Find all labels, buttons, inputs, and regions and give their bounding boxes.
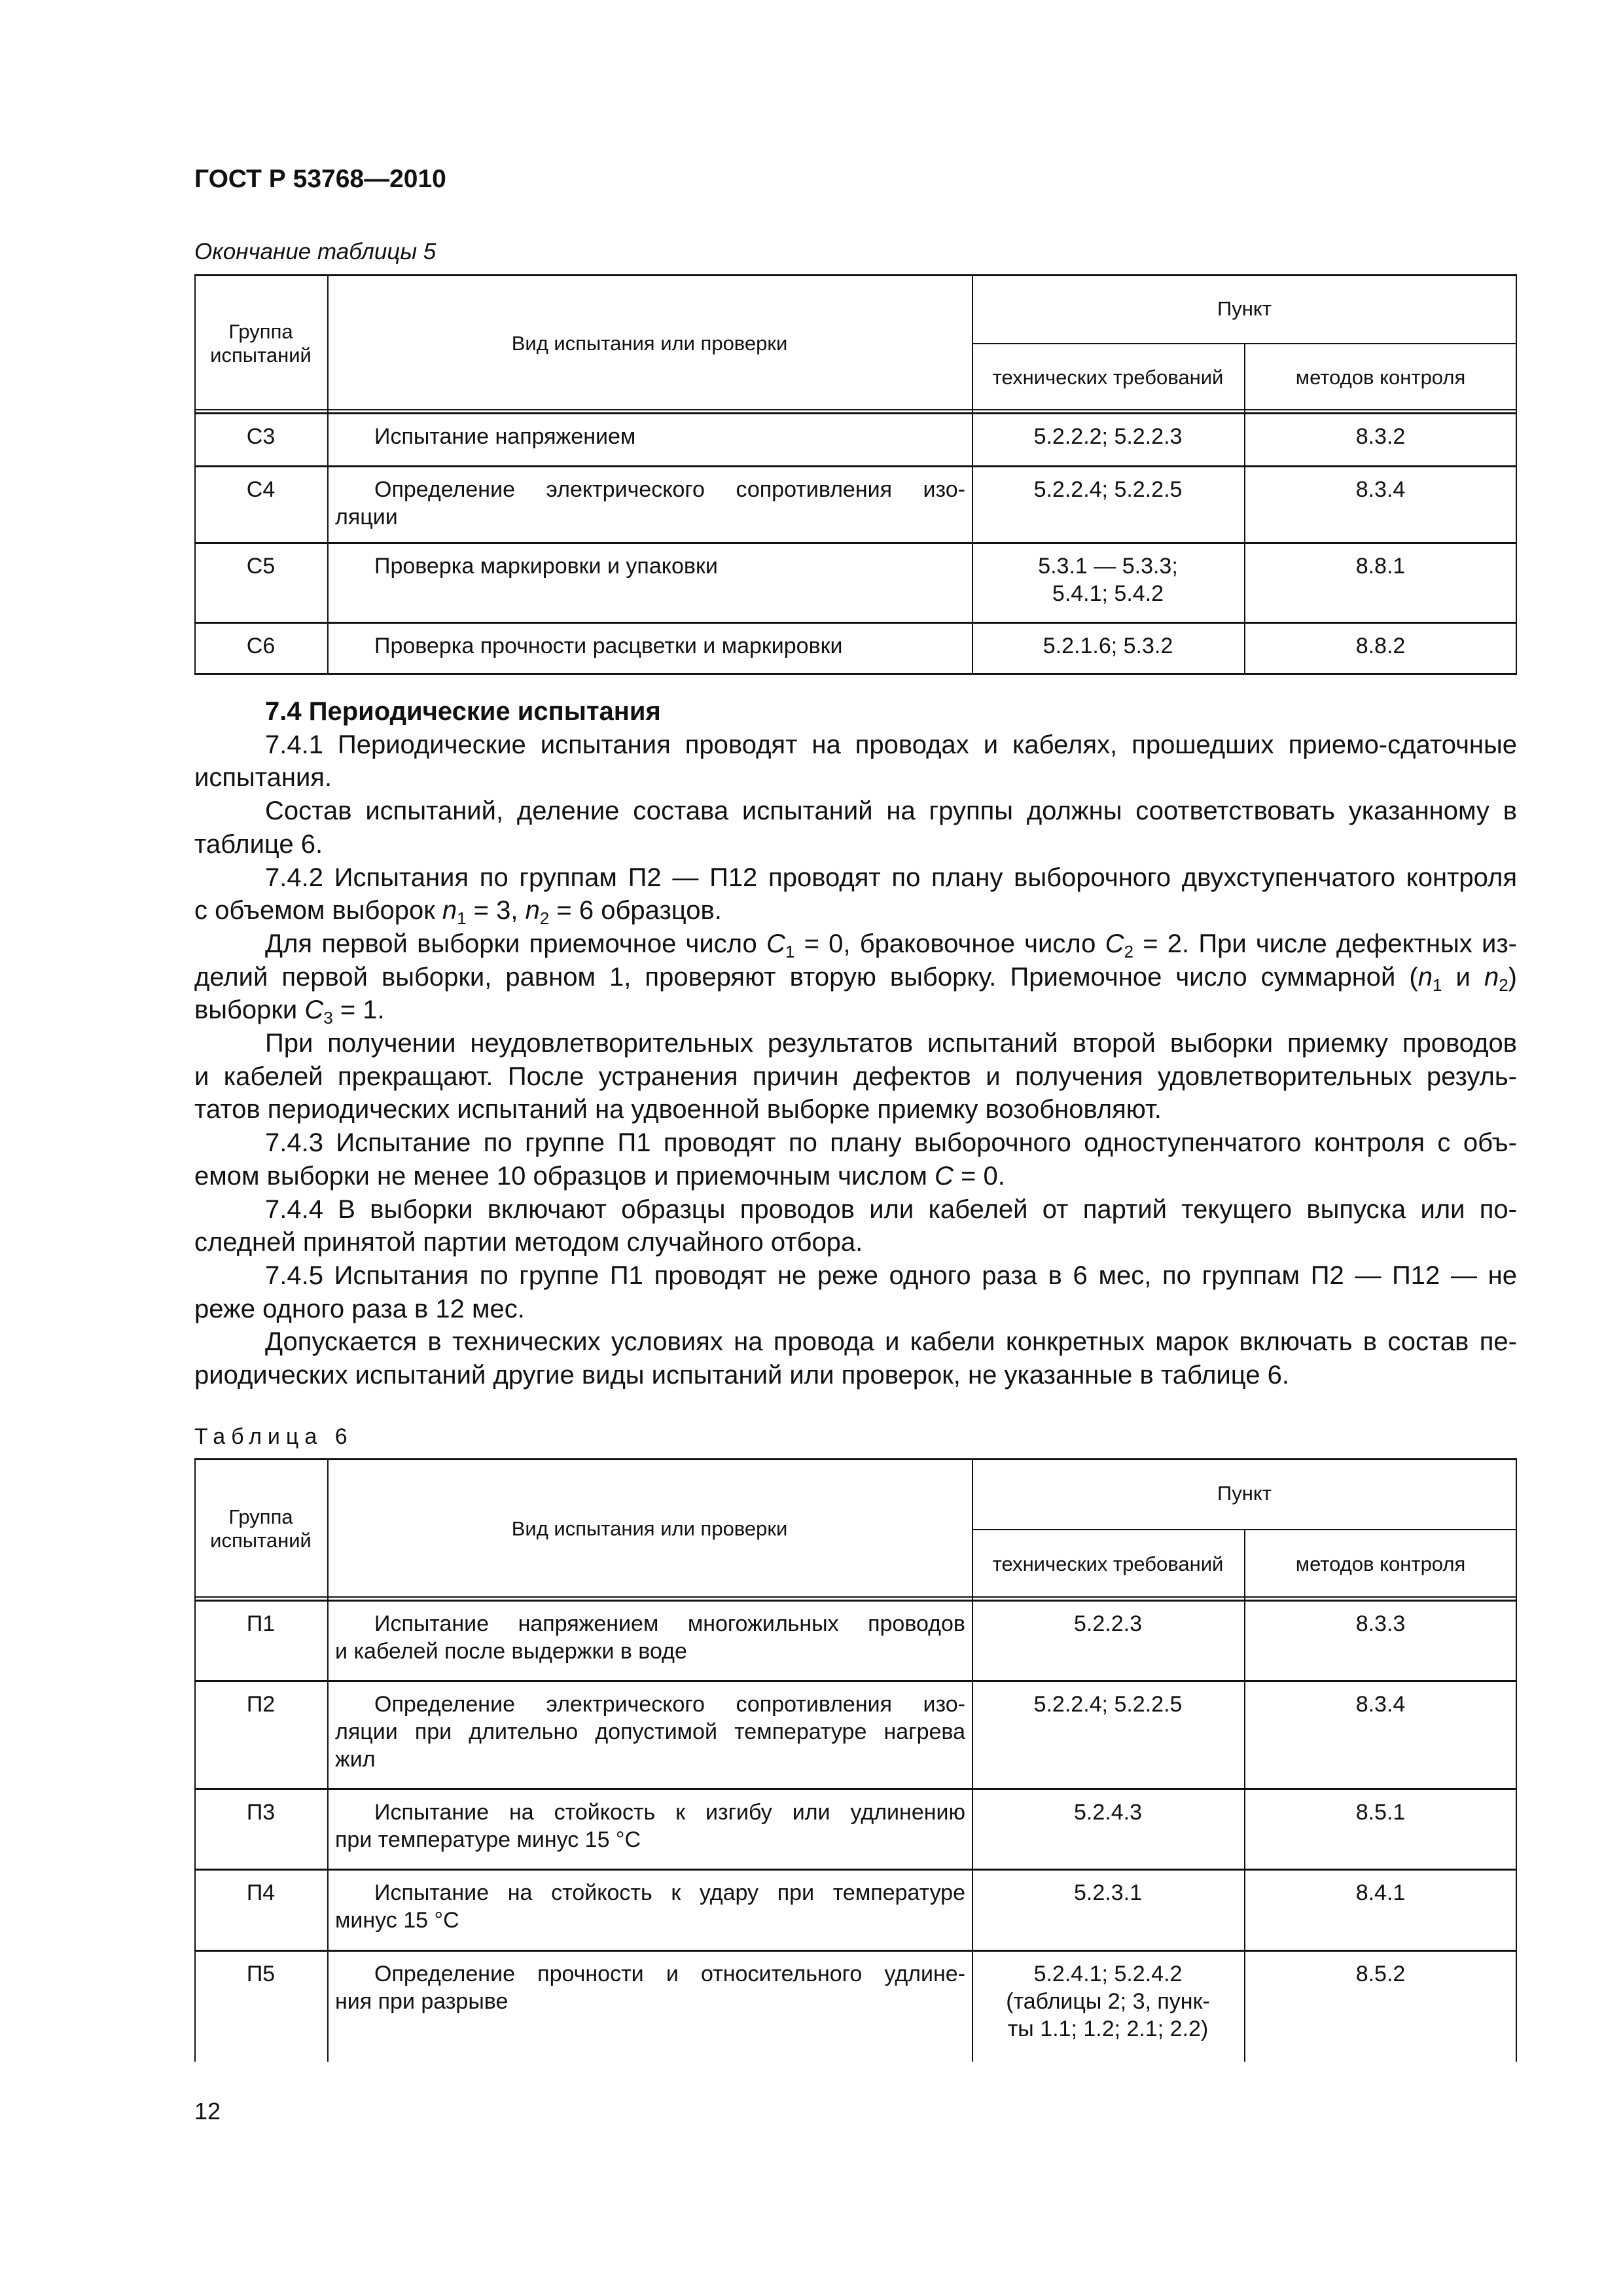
paragraph-line: риодических испытаний другие виды испытаний или проверок, не указанные в таблице 6. [194,1361,1289,1390]
row-tech-requirements [972,1680,1244,1788]
header-kind: Вид испытания или проверки [511,331,788,355]
row-control-methods: 8.3.2 [1355,424,1406,449]
paragraph-line: испытания. [194,763,332,793]
paragraph-line: 7.4.3 Испытание по группе П1 проводят по плану выборочного одноступенчатого контроля с объ- [265,1128,1517,1158]
header-text: Группа [228,319,293,343]
paragraph [194,728,1517,795]
page-number: 12 [194,2098,221,2125]
italic-variable: n [525,896,540,925]
text-run: ) [1508,962,1517,992]
section-7-4 [194,695,1517,1392]
tech-line: 5.2.2.2; 5.2.2.3 [1033,424,1183,449]
row-control-methods: 8.3.3 [1355,1611,1406,1636]
row-control-methods: 8.8.1 [1355,554,1406,579]
text-run: и [1442,962,1484,992]
tech-line: 5.2.2.4; 5.2.2.5 [1033,1692,1183,1717]
text-run: делий первой выборки, равном 1, проверяют вторую выборку. Приемочное число суммарной ( [194,962,1418,992]
header-point: Пункт [1217,1482,1272,1505]
table-6-caption: Таблица 6 [194,1424,353,1449]
description-line: Проверка прочности расцветки и маркировки [374,634,843,658]
row-tech-requirements [972,542,1244,622]
text-run: с объемом выборок [194,896,442,925]
description-line: Испытание на стойкость к изгибу или удлинению [374,1800,965,1825]
header-text: испытаний [210,343,312,367]
paragraph-line: Допускается в технических условиях на провода и кабели конкретных марок включать в состав пе- [265,1327,1517,1357]
italic-variable: n [1484,962,1499,992]
description-line: жил [335,1747,376,1772]
description-line: Испытание напряжением многожильных проводов [374,1611,965,1636]
tech-line: ты 1.1; 1.2; 2.1; 2.2) [1007,2017,1209,2041]
header-tech-requirements: технических требований [992,1552,1224,1575]
paragraph-line [194,927,1517,961]
paragraph [194,1027,1517,1126]
row-control-methods: 8.5.1 [1355,1800,1406,1825]
table-rule [194,673,1517,675]
description-line: минус 15 °С [335,1908,459,1933]
italic-variable: C [766,929,785,958]
paragraph-line: 7.4.1 Периодические испытания проводят на проводах и кабелях, прошедших приемо-сдаточные [265,730,1517,759]
paragraph-line: следней принятой партии методом случайного отбора. [194,1228,863,1257]
row-control-methods: 8.5.2 [1355,1962,1406,1986]
subscript: 2 [1124,941,1133,961]
subscript: 1 [457,908,467,929]
italic-variable: C [935,1161,954,1191]
row-group: П1 [246,1611,276,1636]
description-line: ния при разрыве [335,1989,508,2014]
paragraph-line: и кабелей прекращают. После устранения причин дефектов и получения удовлетворительных резуль- [194,1062,1517,1091]
paragraph [194,1325,1517,1391]
text-run: выборки [194,996,305,1025]
document-title: ГОСТ Р 53768—2010 [194,165,446,193]
row-description [327,542,972,622]
row-group: С3 [246,424,276,449]
tech-line: 5.4.1; 5.4.2 [1052,581,1164,606]
row-tech-requirements [972,1869,1244,1950]
row-control-methods: 8.8.2 [1355,634,1406,658]
paragraph [194,1259,1517,1325]
row-description [327,1950,972,2062]
row-tech-requirements [972,465,1244,542]
tech-line: 5.2.3.1 [1074,1880,1142,1905]
text-run: Для первой выборки приемочное число [265,929,766,958]
row-tech-requirements [972,412,1244,465]
row-description [327,1869,972,1950]
header-control-methods: методов контроля [1295,1552,1466,1575]
paragraph-line [194,1160,1517,1193]
text-run: = 2. При числе дефектных из- [1133,929,1517,958]
header-text: Группа [228,1505,293,1528]
row-tech-requirements [972,622,1244,673]
row-group: С4 [246,477,276,502]
table-5 [194,274,1517,673]
subscript: 3 [323,1008,333,1028]
row-description [327,465,972,542]
text-run: = 0, браковочное число [794,929,1105,958]
header-point: Пункт [1217,296,1272,320]
text-run: емом выборки не менее 10 образцов и приемочным числом [194,1161,935,1191]
text-run: = 0. [953,1161,1005,1191]
description-line: ляции при длительно допустимой температуре нагрева [335,1719,965,1744]
description-line: ляции [335,505,398,529]
header-group [194,274,327,412]
tech-line: 5.3.1 — 5.3.3; [1038,554,1178,579]
row-control-methods: 8.4.1 [1355,1880,1406,1905]
paragraph-line: татов периодических испытаний на удвоенной выборке приемку возобновляют. [194,1095,1162,1124]
paragraph-line: 7.4.2 Испытания по группам П2 — П12 проводят по плану выборочного двухступенчатого контроля [265,863,1517,892]
text-run: = 1. [332,996,385,1025]
description-line: Проверка маркировки и упаковки [374,554,718,579]
header-group [194,1458,327,1600]
paragraph-line [194,961,1517,994]
text-run: = 3, [466,896,526,925]
row-group: П5 [246,1962,276,1986]
tech-line: 5.2.2.3 [1074,1611,1142,1636]
description-line: и кабелей после выдержки в воде [335,1639,687,1664]
tech-line: 5.2.4.3 [1074,1800,1142,1825]
paragraph [194,1126,1517,1193]
paragraph-line [194,994,1517,1027]
row-control-methods: 8.3.4 [1355,477,1406,502]
italic-variable: n [442,896,457,925]
row-description [327,1600,972,1680]
row-description [327,1788,972,1869]
row-group: П2 [246,1692,276,1717]
description-line: Определение электрического сопротивления изо- [374,1692,965,1717]
header-text: испытаний [210,1529,312,1552]
paragraph [194,1193,1517,1259]
paragraph-line: таблице 6. [194,829,323,859]
paragraph-line: Состав испытаний, деление состава испытаний на группы должны соответствовать указанному в [265,797,1517,826]
italic-variable: n [1418,962,1433,992]
row-description [327,1680,972,1788]
row-control-methods: 8.3.4 [1355,1692,1406,1717]
header-tech-requirements: технических требований [992,366,1224,389]
paragraph [194,927,1517,1027]
tech-line: 5.2.2.4; 5.2.2.5 [1033,477,1183,502]
subscript: 2 [1499,975,1508,995]
paragraph-line: При получении неудовлетворительных результатов испытаний второй выборки приемку проводов [265,1029,1517,1058]
row-description [327,412,972,465]
description-line: Испытание на стойкость к удару при температуре [374,1880,965,1905]
paragraph [194,861,1517,927]
paragraph-line: 7.4.4 В выборки включают образцы проводов или кабелей от партий текущего выпуска или по- [265,1194,1517,1224]
row-description [327,622,972,673]
description-line: Испытание напряжением [374,424,636,449]
paragraph-line: 7.4.5 Испытания по группе П1 проводят не реже одного раза в 6 мес, по группам П2 — П12 — не [265,1261,1517,1290]
subscript: 2 [539,908,550,929]
italic-variable: C [304,996,324,1025]
row-group: П4 [246,1880,276,1905]
row-tech-requirements [972,1950,1244,2062]
description-line: Определение прочности и относительного удлине- [374,1962,965,1986]
italic-variable: C [1105,929,1124,958]
tech-line: 5.2.1.6; 5.3.2 [1043,634,1173,658]
subscript: 1 [1433,975,1442,995]
row-group: П3 [246,1800,276,1825]
description-line: Определение электрического сопротивления изо- [374,477,965,502]
row-group: С6 [246,634,276,658]
tech-line: (таблицы 2; 3, пунк- [1006,1989,1210,2014]
table-6 [194,1458,1517,2062]
tech-line: 5.2.4.1; 5.2.4.2 [1033,1962,1183,1986]
row-tech-requirements [972,1788,1244,1869]
table-5-continuation-caption: Окончание таблицы 5 [194,239,437,264]
section-heading: 7.4 Периодические испытания [265,697,661,726]
paragraph-line: реже одного раза в 12 мес. [194,1294,525,1323]
header-control-methods: методов контроля [1295,366,1466,389]
text-run: = 6 образцов. [549,896,722,925]
header-kind: Вид испытания или проверки [511,1517,788,1540]
subscript: 1 [785,941,795,961]
row-group: С5 [246,554,276,579]
paragraph-line [194,894,1517,927]
row-tech-requirements [972,1600,1244,1680]
description-line: при температуре минус 15 °С [335,1827,641,1852]
paragraph [194,795,1517,861]
